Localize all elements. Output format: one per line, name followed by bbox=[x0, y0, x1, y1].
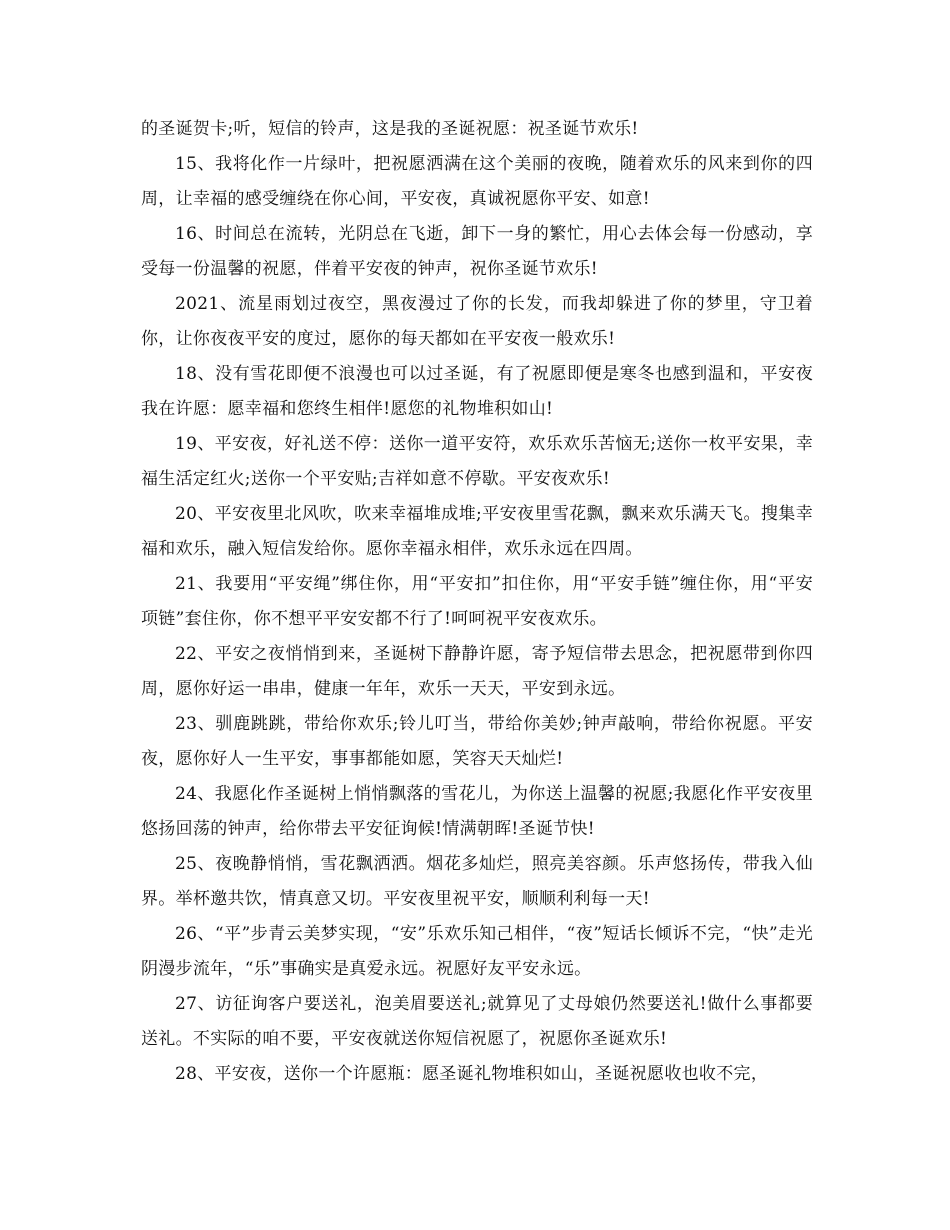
paragraph-2021: 2021、流星雨划过夜空，黑夜漫过了你的长发，而我却躲进了你的梦里，守卫着你，让你夜夜平安的度过，愿你的每天都如在平安夜一般欢乐! bbox=[141, 294, 813, 349]
paragraph-26: 26、“平”步青云美梦实现，“安”乐欢乐知己相伴，“夜”短话长倾诉不完，“快”走光阴漫步流年，“乐”事确实是真爱永远。祝愿好友平安永远。 bbox=[141, 924, 813, 979]
paragraph-23: 23、驯鹿跳跳，带给你欢乐;铃儿叮当，带给你美妙;钟声敲响，带给你祝愿。平安夜，愿你好人一生平安，事事都能如愿，笑容天天灿烂! bbox=[141, 714, 813, 769]
paragraph-16: 16、时间总在流转，光阴总在飞逝，卸下一身的繁忙，用心去体会每一份感动，享受每一份温馨的祝愿，伴着平安夜的钟声，祝你圣诞节欢乐! bbox=[141, 224, 813, 279]
paragraph-28: 28、平安夜，送你一个许愿瓶：愿圣诞礼物堆积如山，圣诞祝愿收也收不完， bbox=[175, 1064, 769, 1084]
paragraph-19: 19、平安夜，好礼送不停：送你一道平安符，欢乐欢乐苦恼无;送你一枚平安果，幸福生活定红火;送你一个平安贴;吉祥如意不停歇。平安夜欢乐! bbox=[141, 434, 813, 489]
paragraph-21: 21、我要用“平安绳”绑住你，用“平安扣”扣住你，用“平安手链”缠住你，用“平安项链”套住你，你不想平平安安都不行了!呵呵祝平安夜欢乐。 bbox=[141, 574, 813, 629]
paragraph-22: 22、平安之夜悄悄到来，圣诞树下静静许愿，寄予短信带去思念，把祝愿带到你四周，愿你好运一串串，健康一年年，欢乐一天天，平安到永远。 bbox=[141, 644, 813, 699]
paragraph-27: 27、访征询客户要送礼，泡美眉要送礼;就算见了丈母娘仍然要送礼!做什么事都要送礼。不实际的咱不要，平安夜就送你短信祝愿了，祝愿你圣诞欢乐! bbox=[141, 994, 813, 1049]
paragraph-24: 24、我愿化作圣诞树上悄悄飘落的雪花儿，为你送上温馨的祝愿;我愿化作平安夜里悠扬回荡的钟声，给你带去平安征询候!情满朝晖!圣诞节快! bbox=[141, 784, 813, 839]
paragraph-18: 18、没有雪花即便不浪漫也可以过圣诞，有了祝愿即便是寒冬也感到温和，平安夜我在许愿：愿幸福和您终生相伴!愿您的礼物堆积如山! bbox=[141, 364, 813, 419]
document-body bbox=[141, 112, 813, 1092]
paragraph-20: 20、平安夜里北风吹，吹来幸福堆成堆;平安夜里雪花飘，飘来欢乐满天飞。搜集幸福和欢乐，融入短信发给你。愿你幸福永相伴，欢乐永远在四周。 bbox=[141, 504, 813, 559]
paragraph-15: 15、我将化作一片绿叶，把祝愿洒满在这个美丽的夜晚，随着欢乐的风来到你的四周，让幸福的感受缠绕在你心间，平安夜，真诚祝愿你平安、如意! bbox=[141, 154, 813, 209]
paragraph-25: 25、夜晚静悄悄，雪花飘洒洒。烟花多灿烂，照亮美容颜。乐声悠扬传，带我入仙界。举杯邀共饮，情真意又切。平安夜里祝平安，顺顺利利每一天! bbox=[141, 854, 813, 909]
paragraph-continuation: 的圣诞贺卡;听，短信的铃声，这是我的圣诞祝愿：祝圣诞节欢乐! bbox=[141, 119, 639, 139]
